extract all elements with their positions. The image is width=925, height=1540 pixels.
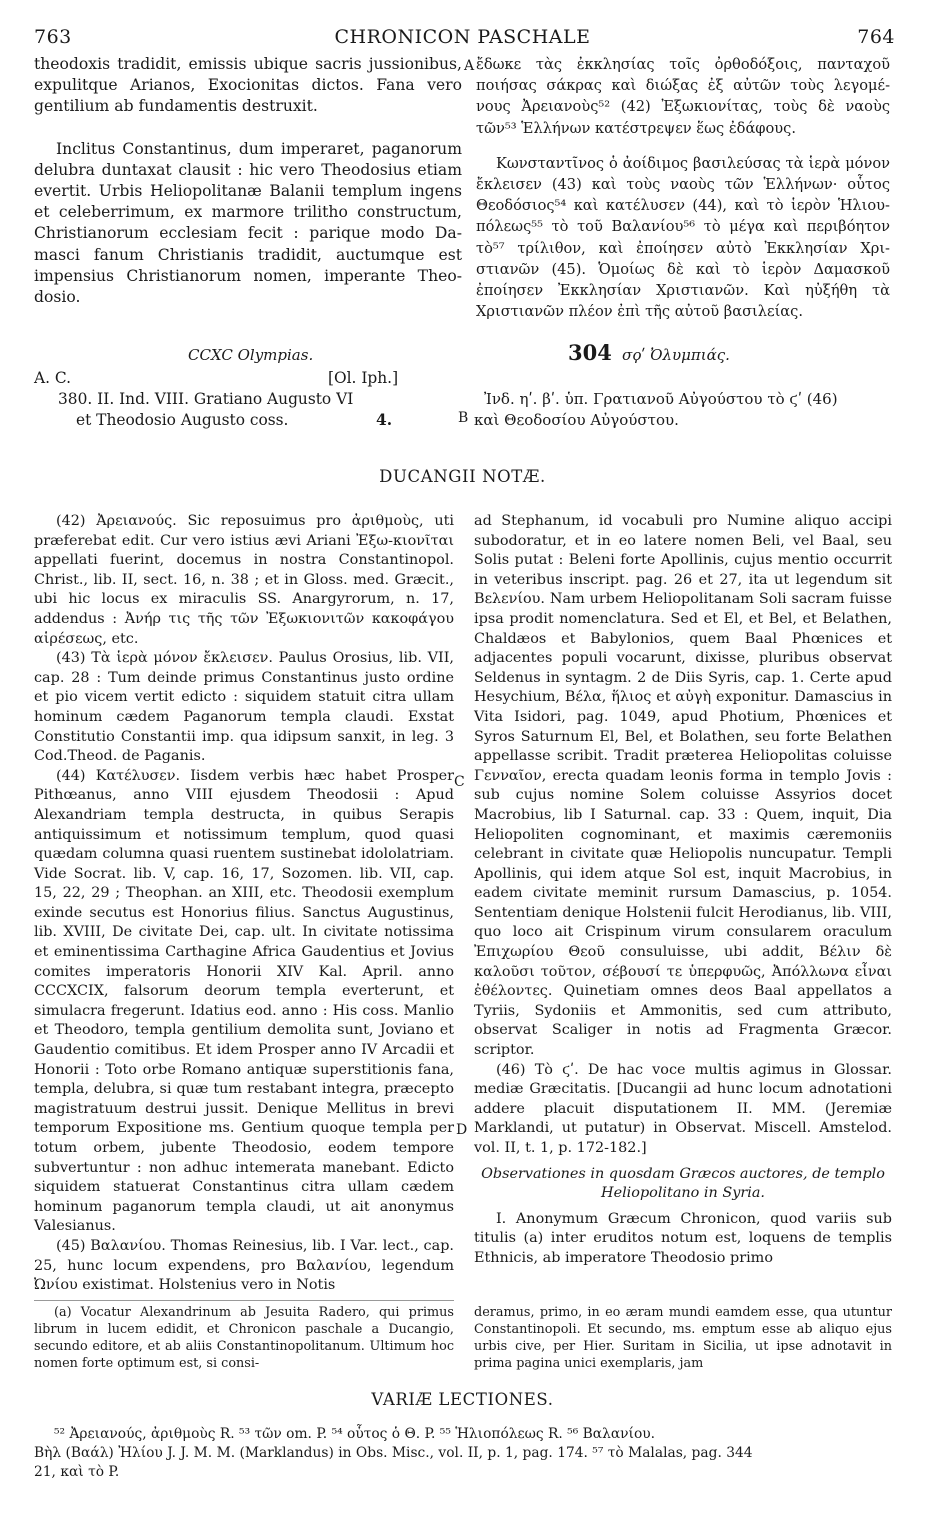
latin-line: Christianorum ecclesiam fecit : parique modo Da- [34,224,462,243]
greek-text-column [476,54,890,322]
variae-line: 21, καὶ τὸ P. [34,1464,120,1480]
greek-line: πόλεως⁵⁵ τὸ τοῦ Βαλανίου⁵⁶ τὸ μέγα καὶ περιβόητον [476,218,890,236]
latin-line: masci fanum Christianis tradidit, auctumque est [34,245,462,264]
margin-letter-d: D [456,1122,468,1138]
notes-left-column [34,512,454,1296]
variae-line: ⁵² Ἀρειανούς, ἀριθμοὺς R. ⁵³ τῶν om. P. ⁵⁴ οὗτος ὁ Θ. P. ⁵⁵ Ἡλιοπόλεως R. ⁵⁶ Βαλανίου. [54,1426,656,1442]
chron-number: 4. [376,411,393,429]
greek-line: Θεοδόσιος⁵⁴ καὶ κατέλυσεν (44), καὶ τὸ ἱερὸν Ἡλιου- [476,197,890,215]
anno-christi: A. C. [34,369,72,387]
margin-letter-a: A [464,58,475,74]
latin-line: theodoxis tradidit, emissis ubique sacris jussionibus, [34,55,462,73]
note-45-continued: ad Stephanum, id vocabuli pro Numine aliquo accipi subodoratur, et in eo latere nomen Beli, vel Baal, seu Solis putat : Beleni forte Apollinis, cujus mentio occurrit in veteribus inscript. pag. 26 et 27, ita ut legendum sit Βελενίου. Nam urbem Heliopolitanam Soli sacram fuisse ipsa prodit nomenclatura. Sed et El, et Bel, et Belathen, Chaldæos et Babylonios, quem Baal Phœnices et adjacentes populi vocarunt, dixisse, pluribus observat Seldenus in syntagm. 2 de Diis Syris, cap. 1. Certe apud Hesychium, Βέλα, ἥλιος et αὐγὴ exponitur. Damascius in Vita Isidori, pag. 1049, apud Photium, Phœnices et Syros Saturnum El, Bel, et Bolathen, seu forte Belathen appellasse scribit. Tradit præterea Heliopolitas coluisse Γενναῖον, erecta quadam leonis forma in templo Jovis : sub cujus nomine Solem coluisse Assyrios docet Macrobius, lib I Saturnal. cap. 33 : Quem, inquit, Dia Heliopoliten cognominant, et maximis cæremoniis celebrant in civitate quæ Heliopolis nuncupatur. Templi Apollinis, qui idem atque Sol est, inquit Macrobius, in eadem civitate meminit rursum Damascius, p. 1054. Sententiam denique Holstenii fulcit Herodianus, lib. VIII, quo loco ait Crispinum virum consularem oraculum Ἐπιχωρίου Θεοῦ consuluisse, ubi addit, Βέλιν δὲ καλοῦσι τοῦτον, σέβουσί τε ὑπερφυῶς, Ἀπόλλωνα εἶναι ἐθέλοντες. Quinetiam omnes deos Baal appellatos a Tyriis, Sydoniis et Ammonitis, sed cum attributo, observat Scaliger in notis ad Fragmenta Græcor. scriptor. [474,513,892,1059]
running-title: CHRONICON PASCHALE [334,26,591,48]
ducangii-notes-heading: DUCANGII NOTÆ. [379,467,546,486]
margin-letter-b: B [458,410,469,426]
chron-latin-line-2: et Theodosio Augusto coss. [76,411,289,429]
latin-line: impensius Christianorum nomen, imperante Theo- [34,266,462,285]
latin-line: delubra duntaxat clausit : hic vero Theodosius etiam [34,160,462,179]
greek-line: ἔδωκε τὰς ἐκκλησίας τοῖς ὀρθοδόξοις, πανταχοῦ [476,56,890,73]
footnote-right: deramus, primo, in eo æram mundi eamdem esse, qua utuntur Constantinopoli. Et secundo, ms. emptum esse ab aliquo ejus urbis cive, per Hier. Suritam in Sicilia, ut ipse adnotavit in prima pagina unici exemplaris, jam [474,1305,892,1371]
margin-letter-c: C [454,774,465,790]
chron-latin-line-1: 380. II. Ind. VIII. Gratiano Augusto VI [58,390,354,408]
latin-line: dosio. [34,288,81,307]
greek-line: νους Ἀρειανοὺς⁵² (42) Ἐξωκιονίτας, τοὺς δὲ ναοὺς [476,98,890,116]
latin-line: expulitque Arianos, Exocionitas dictos. Fana vero [34,76,462,95]
olympiad-bracket: [Ol. Iph.] [328,369,399,387]
observationes-title: Observationes in quosdam Græcos auctores, de templo Heliopolitano in Syria. [481,1165,885,1202]
olympiad-greek: σϙʹ Ὀλυμπιάς. [622,346,730,364]
latin-line [34,118,462,139]
greek-line: τῶν⁵³ Ἑλλήνων κατέστρεψεν ἕως ἐδάφους. [476,119,796,137]
note-45: (45) Βαλανίου. Thomas Reinesius, lib. I Var. lect., cap. 25, hunc locum expendens, pro Βαλανίου, legendum Ὠνίου existimat. Holstenius vero in Notis [34,1237,454,1294]
greek-line: Κωνσταντῖνος ὁ ἀοίδιμος βασιλεύσας τὰ ἱερὰ μόνον [496,154,890,172]
page-number-left: 763 [34,26,72,48]
greek-line: τὸ⁵⁷ τρίλιθον, καὶ ἐποίησεν αὐτὸ Ἐκκλησίαν Χρι- [476,239,890,257]
latin-text-column [34,54,462,308]
latin-line: evertit. Urbis Heliopolitanæ Balanii templum ingens [34,182,462,201]
greek-line: στιανῶν (45). Ὁμοίως δὲ καὶ τὸ ἱερὸν Δαμασκοῦ [476,260,890,278]
note-43: (43) Τὰ ἱερὰ μόνον ἔκλεισεν. Paulus Orosius, lib. VII, cap. 28 : Tum deinde primus Constantinus justo ordine et pio vicem vertit edicto : siquidem statuit citra ullam hominum cædem Paganorum templa claudi. Exstat Constitutio Constantii imp. qua idipsum sanxit, in leg. 3 Cod.Theod. de Paganis. [34,650,454,765]
greek-line: Χριστιανῶν πλέον ἐπὶ τῆς αὐτοῦ βασιλείας. [476,303,803,321]
note-44: (44) Κατέλυσεν. Iisdem verbis hæc habet Prosper Pithœanus, anno VIII ejusdem Theodosii : Apud Alexandriam templa destructa, in quibus Serapis antiquissimum et notissimum templum, quod quasi quædam columna quasi ruentem sustinebat idololatriam. Vide Socrat. lib. V, cap. 16, 17, Sozomen. lib. VII, cap. 15, 22, 29 ; Theophan. an XIII, etc. Theodosii exemplum exinde secutus est Honorius filius. Sanctus Augustinus, lib. XVIII, De civitate Dei, cap. ult. In civitate notissima et eminentissima Carthagine Africa Gaudentius et Jovius comites imperatoris Honorii XIV Kal. April. anno CCCXCIX, falsorum deorum templa everterunt, et simulacra fregerunt. Idatius eod. anno : His coss. Manlio et Theodoro, templa gentilium demolita sunt, Joviano et Gaudentio comitibus. Et idem Prosper anno IV Arcadii et Honorii : Toto orbe Romano antiquæ superstitionis fana, templa, delubra, si quæ tum restabant integra, præcepto magistratuum destrui jussit. Denique Mellitus in brevi temporum Expositione ms. Gentium quoque templa per totum orbem, jubente Theodosio, eodem tempore subvertuntur : non adhuc intemerata manebant. Edicto siquidem statuerat Constantinus citra ullam cædem hominum paganorum templa claudi, ut ait anonymus Valesianus. [34,767,454,1235]
observationes-text: I. Anonymum Græcum Chronicon, quod variis sub titulis (a) inter eruditos notum est, loquens de templis Ethnicis, ab imperatore Theodosio primo [474,1210,892,1266]
page-number-right: 764 [857,26,895,48]
note-46: (46) Τὸ ϛʹ. De hac voce multis agimus in Glossar. mediæ Græcitatis. [Ducangii ad hunc locum adnotationi addere placuit disputationem II. MM. (Jeremiæ Marklandi, ut putatur) in Observat. Miscell. Amstelod. vol. II, t. 1, p. 172-182.] [474,1061,892,1156]
footnote-separator [34,1300,454,1301]
greek-line: ἔκλεισεν (43) καὶ τοὺς ναοὺς τῶν Ἑλλήνων· οὗτος [476,176,890,194]
note-42: (42) Ἀρειανούς. Sic reposuimus pro ἀριθμοὺς, uti præferebat edit. Cur vero istius ævi Ariani Ἐξω-κιονῖται appellati fuerint, docemus in nostra Constantinopol. Christ., lib. II, sect. 16, n. 38 ; et in Gloss. med. Græcit., ubi hic locus ex miraculis SS. Anargyrorum, n. 17, addendus : Ἀνήρ τις τῆς τῶν Ἐξωκιονιτῶν κακοφάγου αἱρέσεως, etc. [34,513,454,647]
latin-line: gentilium ab fundamentis destruxit. [34,97,318,116]
notes-right-column [474,512,892,1269]
variae-lectiones-heading: VARIÆ LECTIONES. [371,1390,554,1409]
olympiad-latin: CCXC Olympias. [188,346,314,364]
variae-lectiones-text [34,1425,892,1482]
olympiad-number: 304 [568,340,612,365]
latin-line: et celeberrimum, ex marmore trilitho constructum, [34,203,462,222]
greek-line: ποιήσας σάκρας καὶ διώξας ἐξ αὐτῶν τοὺς λεγομέ- [476,77,890,95]
footnote-left: (a) Vocatur Alexandrinum ab Jesuita Radero, qui primus librum in lucem edidit, et Chronicon paschale a Ducangio, secundo editore, et ab aliis Constantinopolitanum. Ultimum hoc nomen forte optimum est, si consi- [34,1305,454,1371]
latin-line: Inclitus Constantinus, dum imperaret, paganorum [56,139,462,158]
chron-greek-line-1: Ἰνδ. ηʹ. βʹ. ὑπ. Γρατιανοῦ Αὐγούστου τὸ ϛʹ (46) [484,390,838,408]
variae-line: Βὴλ (Βαάλ) Ἠλίου J. J. M. M. (Marklandus) in Obs. Misc., vol. II, p. 1, pag. 174. ⁵⁷ τὸ Malalas, pag. 344 [34,1445,753,1461]
greek-line: ἐποίησεν Ἐκκλησίαν Χριστιανῶν. Καὶ ηὐξήθη τὰ [476,282,890,300]
chron-greek-line-2: καὶ Θεοδοσίου Αὐγούστου. [474,411,679,429]
